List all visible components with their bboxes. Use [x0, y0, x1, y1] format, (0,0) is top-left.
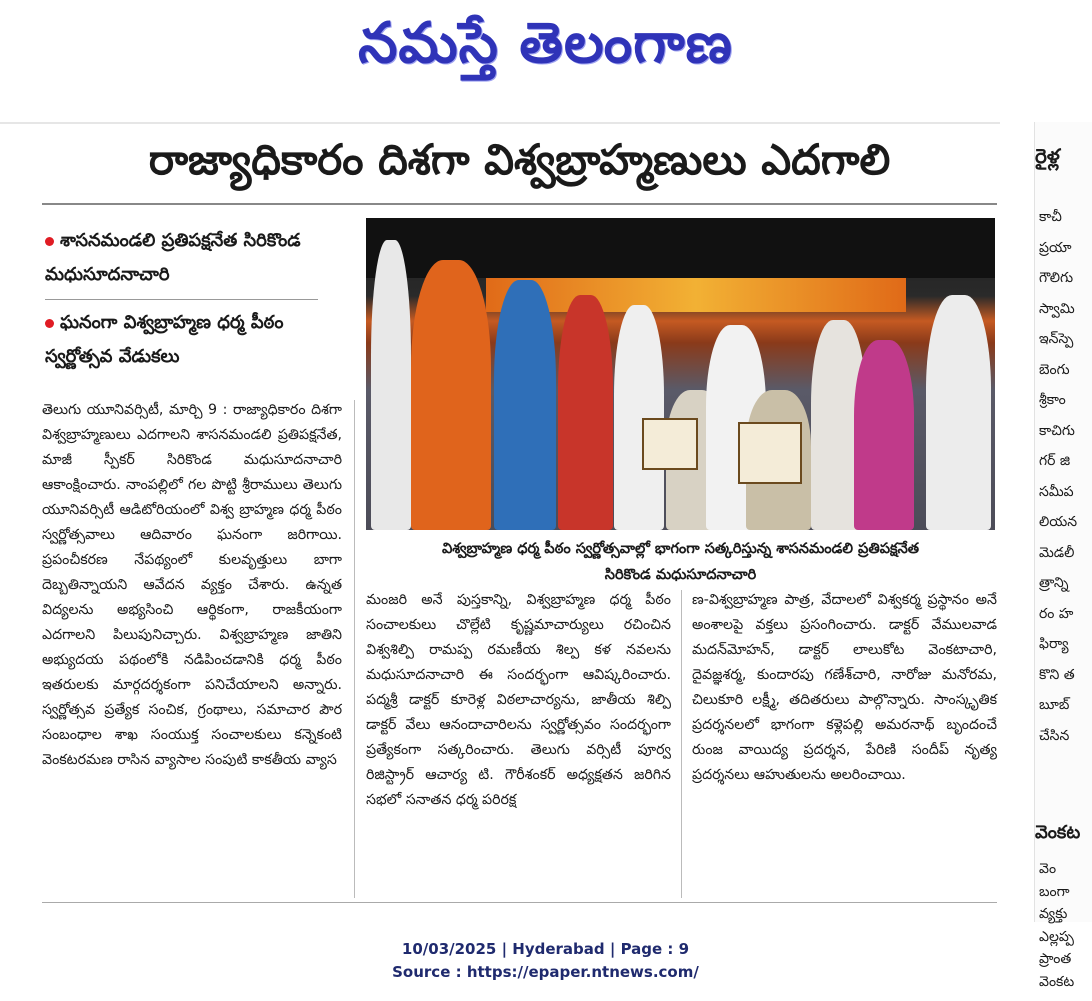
article-headline: రాజ్యాధికారం దిశగా విశ్వబ్రాహ్మణులు ఎదగాలి [148, 135, 891, 184]
photo-caption [366, 536, 995, 588]
adjacent-text-line: బంగా [1039, 883, 1070, 900]
adjacent-text-line: గర్ జి [1039, 453, 1071, 469]
page-footer [0, 938, 1091, 984]
newspaper-logo: నమస్తే తెలంగాణ [358, 10, 733, 76]
adjacent-headline-1: రైళ్ల [1035, 144, 1060, 168]
adjacent-text-line: ఎల్లప్ప [1039, 928, 1074, 945]
adjacent-text-line: ఇన్‌స్పె [1039, 331, 1074, 347]
adjacent-text-line: బూబ్ [1039, 697, 1070, 713]
photo-person [854, 340, 914, 530]
column-divider [354, 400, 355, 898]
photo-banner [486, 278, 906, 312]
source-link[interactable]: Source : https://epaper.ntnews.com/ [392, 963, 699, 981]
photo-caption-line-2: సిరికొండ మధుసూదనాచారి [604, 567, 757, 583]
adjacent-headline-2: వెంకట [1035, 822, 1081, 843]
citation-frame [642, 418, 698, 470]
column-divider [681, 590, 682, 898]
article-column-1: తెలుగు యూనివర్సిటీ, మార్చి 9 : రాజ్యాధికారం దిశగా విశ్వబ్రాహ్మణులు ఎదగాలని శాసనమండలి ప్రతిపక్షనేత, మాజీ స్పీకర్ సిరికొండ మధుసూదనాచారి ఆకాంక్షించారు. నాంపల్లిలో గల పొట్టి శ్రీరాములు తెలుగు యూనివర్సిటీ ఆడిటోరియంలో విశ్వ బ్రాహ్మణ ధర్మ పీఠం స్వర్ణోత్సవాలు ఆదివారం ఘనంగా జరిగాయి. ప్రపంచీకరణ నేపథ్యంలో కులవృత్తులు బాగా దెబ్బతిన్నాయని ఆవేదన వ్యక్తం చేశారు. ఉన్నత విద్యలను అభ్యసించి ఆర్థికంగా, రాజకీయంగా ఎదగాలని పిలుపునిచ్చారు. విశ్వబ్రాహ్మణ జాతిని అభ్యుదయ పథంలోకి నడిపించడానికి ధర్మ పీఠం ఇతరులకు మార్గదర్శకంగా పనిచేయాలని అన్నారు. స్వర్ణోత్సవ ప్రత్యేక సంచిక, గ్రంథాలు, సమాచార పౌర సంబంధాల శాఖ సంయుక్త సంచాలకులు కన్నెకంటి వెంకటరమణ రాసిన వ్యాసాల సంపుటి కాకతీయ వ్యాస [42, 402, 342, 768]
adjacent-text-line: కాచిగు [1039, 422, 1075, 439]
event-photo [366, 218, 995, 530]
adjacent-text-line: బెంగు [1039, 361, 1070, 378]
adjacent-text-line: వెం [1039, 861, 1057, 877]
adjacent-text-line: ప్రాంత [1039, 951, 1072, 967]
article-column-2: మంజరి అనే పుస్తకాన్ని, విశ్వబ్రాహ్మణ ధర్మ పీఠం సంచాలకులు చొల్లేటి కృష్ణమాచార్యులు రచించిన విశ్వశిల్పి రామప్ప రమణీయ శిల్ప కళ నవలను మధుసూదనాచారి ఈ సందర్భంగా ఆవిష్కరించారు. పద్మశ్రీ డాక్టర్ కూరెళ్ల విఠలాచార్యను, జాతీయ శిల్పి డాక్టర్ వేలు ఆనందాచారిలను స్వర్ణోత్సవం సందర్భంగా ప్రత్యేకంగా సత్కరించారు. తెలుగు వర్సిటీ పూర్వ రిజిస్ట్రార్ ఆచార్య టి. గౌరీశంకర్ అధ్యక్షతన జరిగిన సభలో సనాతన ధర్మ పరిరక్ష [366, 592, 671, 808]
adjacent-article-strip [1034, 122, 1092, 990]
adjacent-text-line: కాచీ [1039, 209, 1062, 225]
adjacent-text-line: ప్రయా [1039, 239, 1072, 256]
subheadline-1-text: శాసనమండలి ప్రతిపక్షనేత సిరికొండ మధుసూదనాచారి [45, 230, 301, 285]
adjacent-text-line: వెంకట [1039, 973, 1075, 990]
subheadline-2 [45, 306, 320, 374]
adjacent-text-line: మెడలీ [1039, 544, 1075, 561]
adjacent-text-line: రం హ [1039, 605, 1074, 622]
article-bottom-rule [42, 902, 997, 903]
bullet-icon [45, 237, 54, 246]
masthead [0, 0, 1091, 90]
headline-divider [42, 203, 997, 205]
page-edge [0, 122, 1000, 124]
adjacent-text-line: గౌలిగు [1039, 270, 1074, 286]
photo-person [371, 240, 411, 530]
article-column-3: ణ-విశ్వబ్రాహ్మణ పాత్ర, వేదాలలో విశ్వకర్మ ప్రస్థానం అనే అంశాలపై వక్తలు ప్రసంగించారు. డాక్టర్ వేములవాడ మదన్‌మోహన్, డాక్టర్ లాలుకోట వెంకటాచారి, దైవజ్ఞశర్మ, కుందారపు గణేశ్‌చారి, నారోజు మనోరమ, చిలుకూరి లక్ష్మీ, తదితరులు పాల్గొన్నారు. సాంస్కృతిక ప్రదర్శనలలో భాగంగా కళ్లెపల్లి అమరనాథ్ బృందంచే రుంజ వాయిద్య ప్రదర్శన, పేరిణి సందీప్ నృత్య ప్రదర్శనలు ఆహుతులను అలరించాయి. [692, 592, 997, 783]
adjacent-text-line: సమీప [1039, 483, 1074, 500]
adjacent-text-line: త్రాన్ని [1039, 575, 1069, 591]
photo-person [494, 280, 556, 530]
bullet-icon [45, 319, 54, 328]
adjacent-text-line: లియన [1039, 514, 1078, 530]
subheadline-divider [45, 299, 318, 300]
adjacent-text-line: స్వామి [1039, 300, 1075, 317]
adjacent-text-line: వ్యక్తు [1039, 906, 1068, 922]
adjacent-text-line: కొని త [1039, 666, 1075, 683]
photo-caption-line-1: విశ్వబ్రాహ్మణ ధర్మ పీఠం స్వర్ణోత్సవాల్లో భాగంగా సత్కరిస్తున్న శాసనమండలి ప్రతిపక్షనేత [441, 541, 920, 557]
subheadline-1 [45, 224, 320, 292]
photo-person [926, 295, 991, 530]
photo-person [411, 260, 491, 530]
citation-frame [738, 422, 802, 484]
adjacent-text-line: శ్రీకాం [1039, 392, 1066, 408]
adjacent-text-line: చేసిన [1039, 727, 1070, 744]
edition-info: 10/03/2025 | Hyderabad | Page : 9 [401, 940, 690, 958]
subheadline-2-text: ఘనంగా విశ్వబ్రాహ్మణ ధర్మ పీఠం స్వర్ణోత్సవ వేడుకలు [45, 312, 284, 367]
adjacent-text-line: ఫిర్యా [1039, 636, 1069, 652]
photo-person [558, 295, 613, 530]
